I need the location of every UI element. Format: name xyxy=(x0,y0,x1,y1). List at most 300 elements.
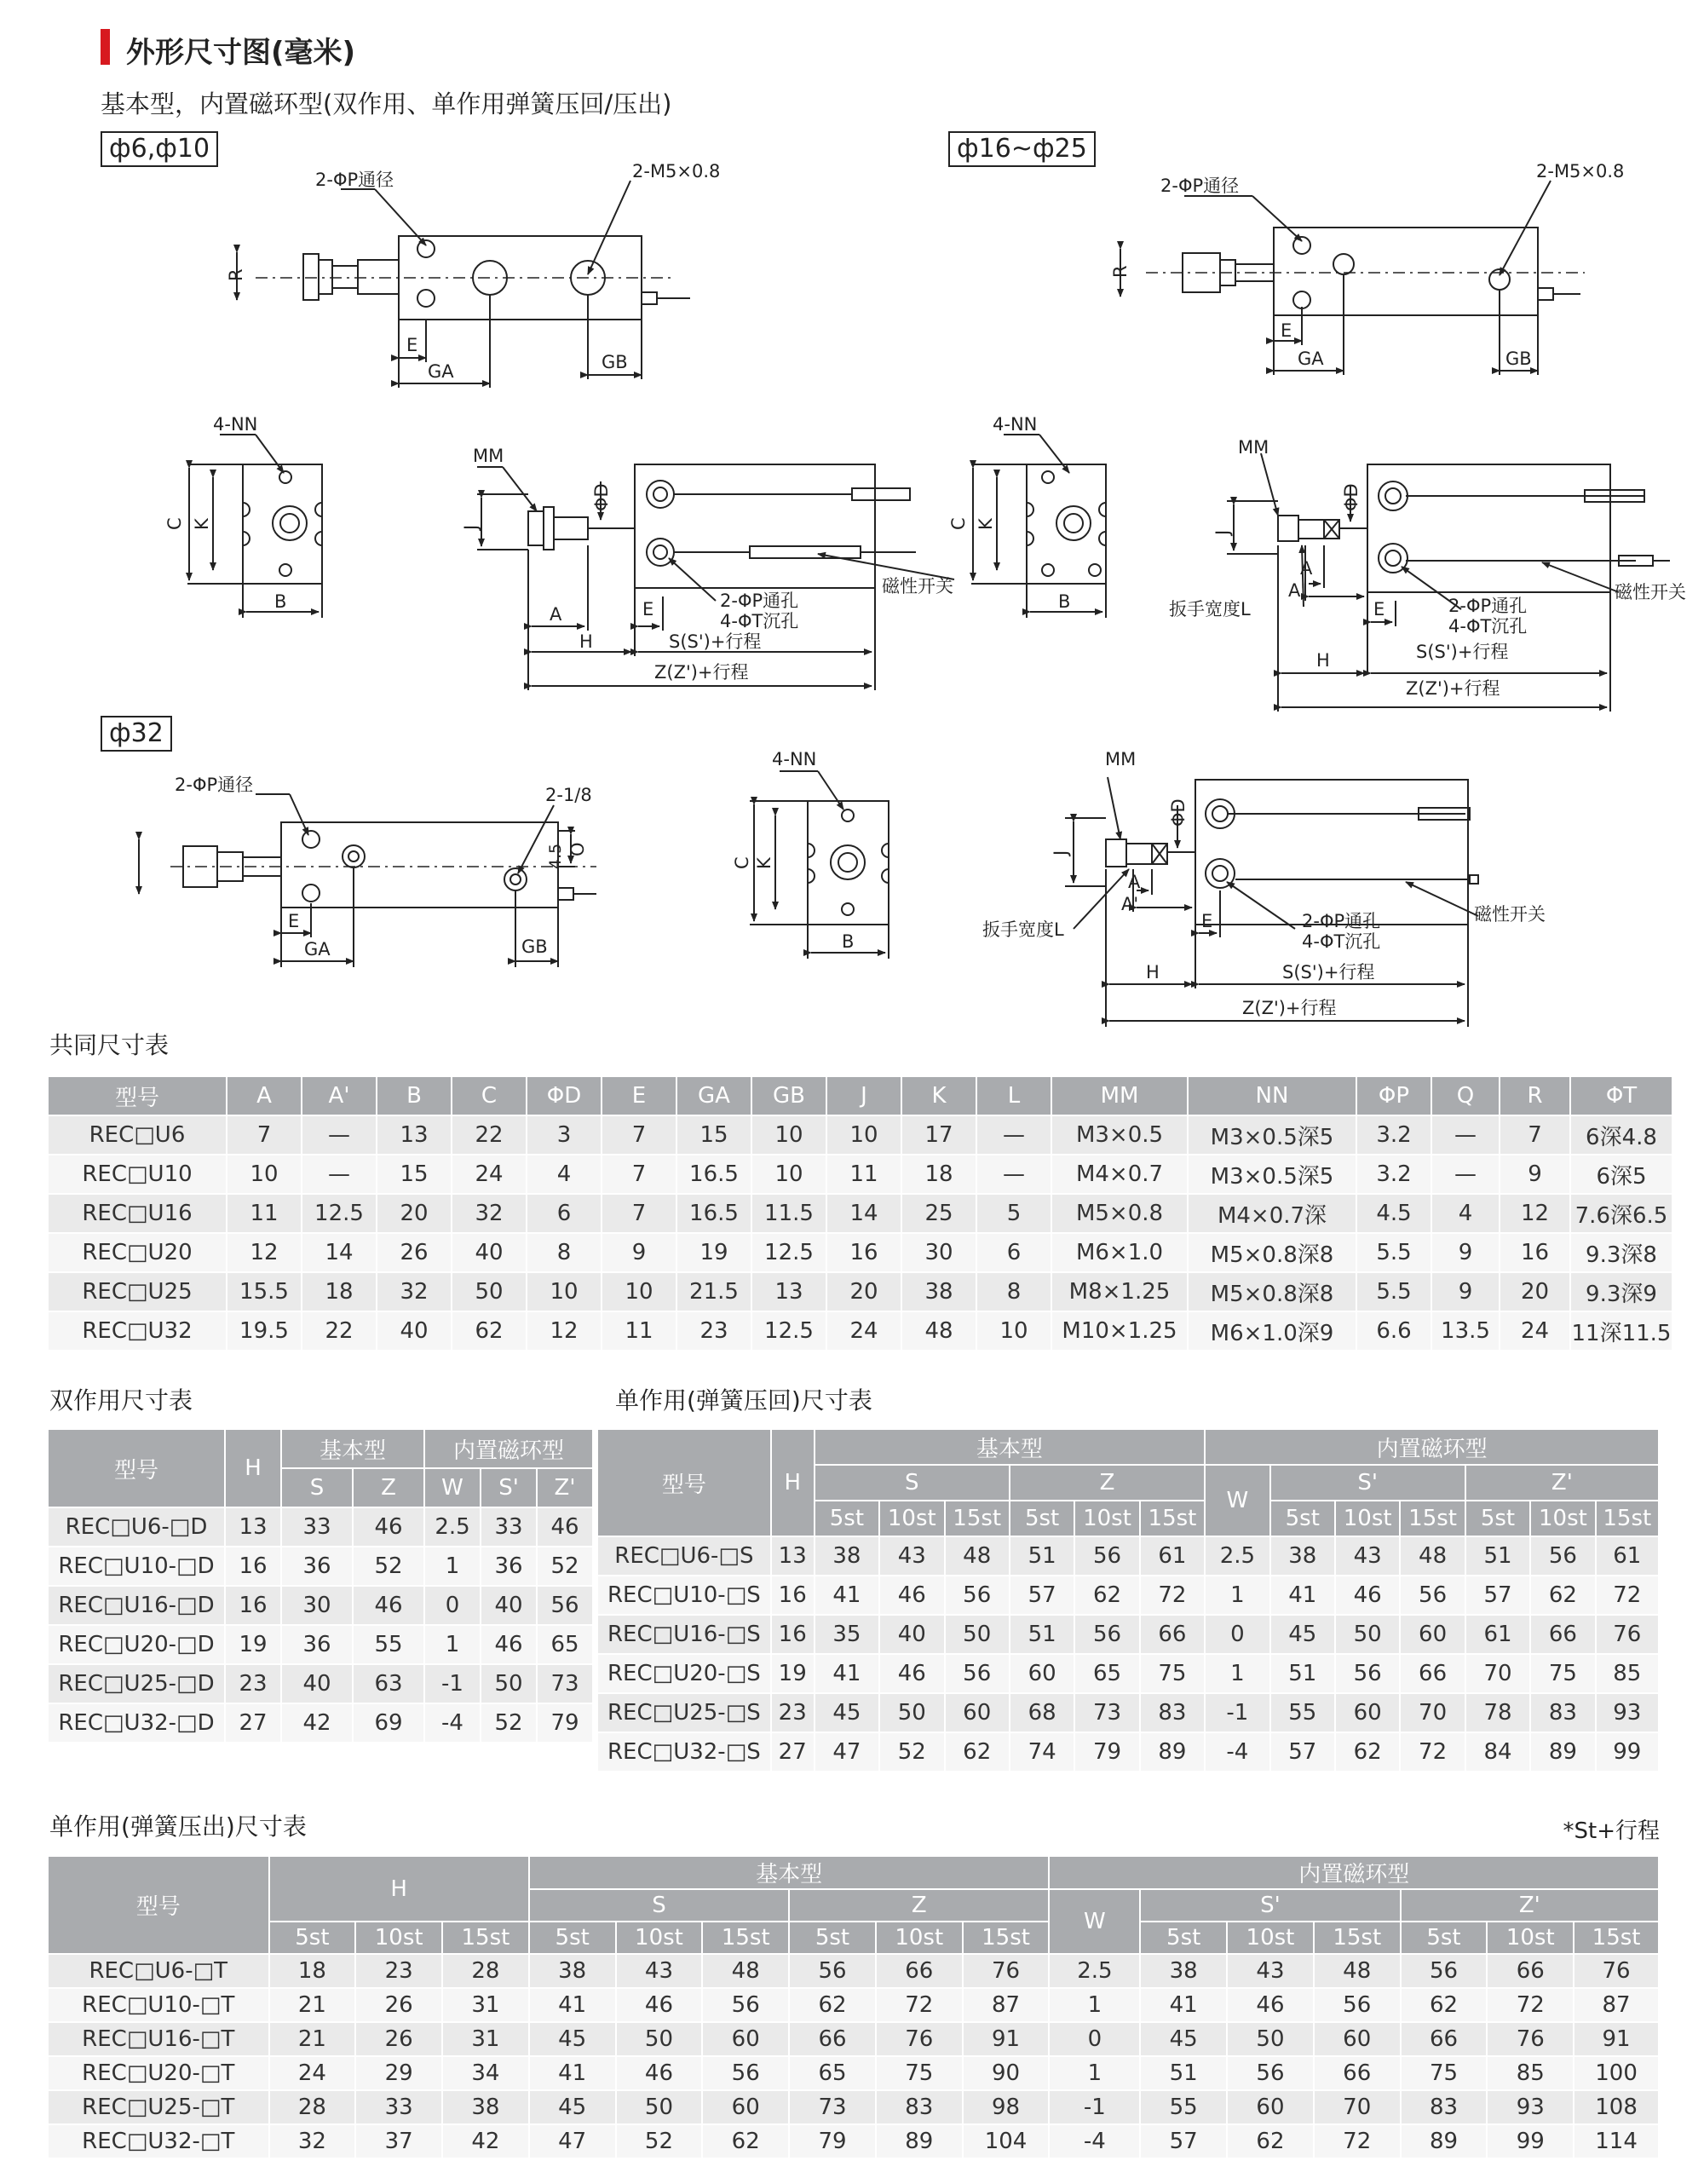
value-cell: 50 xyxy=(1227,2022,1314,2056)
table-row xyxy=(597,1732,1659,1772)
value-cell: 108 xyxy=(1574,2090,1659,2124)
single-return-table-title: 单作用(弹簧压回)尺寸表 xyxy=(615,1386,872,1415)
value-cell: 46 xyxy=(537,1507,593,1547)
label-GB-2: GB xyxy=(1505,349,1532,369)
model-cell: REC□U32-□T xyxy=(48,2124,269,2158)
stroke-header: 10st xyxy=(355,1922,442,1954)
model-cell: REC□U20-□S xyxy=(597,1654,771,1693)
table-row xyxy=(48,2090,1659,2124)
model-cell: REC□U10-□T xyxy=(48,1988,269,2022)
value-cell: 4.5 xyxy=(1356,1194,1431,1233)
label-R-1: R xyxy=(226,268,246,281)
value-cell: 89 xyxy=(1140,1732,1205,1772)
column-header: R xyxy=(1500,1076,1570,1115)
value-cell: 46 xyxy=(353,1586,424,1625)
value-cell: 28 xyxy=(442,1954,529,1988)
value-cell: 41 xyxy=(815,1576,879,1615)
th-S: S xyxy=(815,1465,1010,1501)
common-dimension-table xyxy=(47,1075,1673,1351)
label-E-6: E xyxy=(1201,911,1213,931)
value-cell: 50 xyxy=(1335,1615,1400,1654)
label-MM-3: MM xyxy=(1105,749,1137,769)
value-cell: 60 xyxy=(702,2022,789,2056)
value-cell: 8 xyxy=(527,1233,602,1272)
value-cell: 5.5 xyxy=(1356,1233,1431,1272)
label-wrench-1: 扳手宽度L xyxy=(1169,599,1251,619)
value-cell: 1 xyxy=(1205,1654,1269,1693)
value-cell: M3×0.5 xyxy=(1051,1115,1188,1155)
value-cell: 41 xyxy=(1270,1576,1335,1615)
label-J-2: J xyxy=(1212,529,1233,535)
value-cell: 4 xyxy=(527,1155,602,1194)
value-cell: 32 xyxy=(269,2124,356,2158)
value-cell: 38 xyxy=(529,1954,616,1988)
value-cell: 57 xyxy=(1465,1576,1530,1615)
value-cell: 10 xyxy=(976,1311,1051,1351)
value-cell: 10 xyxy=(826,1115,901,1155)
value-cell: 55 xyxy=(353,1625,424,1664)
drawing-phi16-top xyxy=(1120,181,1585,375)
value-cell: 8 xyxy=(976,1272,1051,1311)
value-cell: 1 xyxy=(424,1547,481,1586)
model-cell: REC□U20-□D xyxy=(48,1625,225,1664)
value-cell: 26 xyxy=(355,1988,442,2022)
value-cell: 33 xyxy=(481,1507,537,1547)
value-cell: 56 xyxy=(945,1576,1010,1615)
value-cell: 7 xyxy=(1500,1115,1570,1155)
single-return-table xyxy=(596,1428,1660,1772)
stroke-header: 5st xyxy=(1465,1501,1530,1536)
value-cell: 13.5 xyxy=(1431,1311,1500,1351)
stroke-header: 15st xyxy=(1314,1922,1401,1954)
value-cell: 13 xyxy=(771,1536,815,1576)
column-header: S' xyxy=(481,1468,537,1507)
value-cell: 30 xyxy=(901,1233,976,1272)
value-cell: 74 xyxy=(1010,1732,1074,1772)
value-cell: 13 xyxy=(751,1272,826,1311)
value-cell: 60 xyxy=(1227,2090,1314,2124)
th-H: H xyxy=(771,1429,815,1536)
value-cell: 47 xyxy=(815,1732,879,1772)
value-cell: 91 xyxy=(963,2022,1050,2056)
value-cell: 31 xyxy=(442,1988,529,2022)
value-cell: 19 xyxy=(771,1654,815,1693)
value-cell: 4 xyxy=(1431,1194,1500,1233)
value-cell: 56 xyxy=(702,2056,789,2090)
label-E-4: E xyxy=(1373,599,1385,619)
stroke-header: 10st xyxy=(1074,1501,1139,1536)
column-header: K xyxy=(901,1076,976,1115)
value-cell: 60 xyxy=(945,1693,1010,1732)
th-magnet: 内置磁环型 xyxy=(1049,1856,1659,1889)
label-nn-3: 4-NN xyxy=(772,749,817,769)
value-cell: 6 xyxy=(527,1194,602,1233)
label-S-stroke-2: S(S')+行程 xyxy=(1416,642,1509,662)
value-cell: 72 xyxy=(1140,1576,1205,1615)
value-cell: -4 xyxy=(1205,1732,1269,1772)
value-cell: 40 xyxy=(481,1586,537,1625)
value-cell: 79 xyxy=(537,1703,593,1743)
value-cell: — xyxy=(1431,1115,1500,1155)
value-cell: 89 xyxy=(1530,1732,1595,1772)
value-cell: 99 xyxy=(1596,1732,1659,1772)
value-cell: 22 xyxy=(452,1115,527,1155)
value-cell: 56 xyxy=(1400,1576,1465,1615)
value-cell: 21 xyxy=(269,1988,356,2022)
value-cell: 41 xyxy=(1140,1988,1227,2022)
value-cell: 21 xyxy=(269,2022,356,2056)
value-cell: M10×1.25 xyxy=(1051,1311,1188,1351)
value-cell: M6×1.0深9 xyxy=(1188,1311,1356,1351)
value-cell: M5×0.8深8 xyxy=(1188,1233,1356,1272)
column-header: ΦT xyxy=(1570,1076,1672,1115)
table-row xyxy=(48,1194,1672,1233)
stroke-header: 15st xyxy=(442,1922,529,1954)
th-Z: Z xyxy=(789,1889,1049,1922)
table-row xyxy=(48,1988,1659,2022)
th-H: H xyxy=(269,1856,529,1922)
label-MM-2: MM xyxy=(1238,437,1269,458)
label-through-hole-2: 2-ΦP通径 xyxy=(1160,176,1240,196)
model-cell: REC□U20 xyxy=(48,1233,227,1272)
value-cell: 47 xyxy=(529,2124,616,2158)
value-cell: 12 xyxy=(527,1311,602,1351)
label-B-3: B xyxy=(842,931,855,952)
value-cell: 62 xyxy=(1335,1732,1400,1772)
label-holes-t-3: 4-ΦT沉孔 xyxy=(1302,931,1381,952)
model-cell: REC□U10-□D xyxy=(48,1547,225,1586)
label-GA-1: GA xyxy=(428,361,454,382)
table-row xyxy=(48,1703,593,1743)
stroke-header: 10st xyxy=(879,1501,944,1536)
label-R-2: R xyxy=(1110,265,1131,278)
value-cell: 62 xyxy=(1227,2124,1314,2158)
value-cell: 83 xyxy=(876,2090,963,2124)
tag-phi6-10: ф6,ф10 xyxy=(101,131,218,167)
label-port-m5-2: 2-M5×0.8 xyxy=(1536,161,1625,182)
value-cell: 57 xyxy=(1140,2124,1227,2158)
value-cell: 9 xyxy=(1431,1272,1500,1311)
value-cell: 56 xyxy=(702,1988,789,2022)
value-cell: 38 xyxy=(1270,1536,1335,1576)
value-cell: 7 xyxy=(602,1155,676,1194)
value-cell: 32 xyxy=(452,1194,527,1233)
column-header: MM xyxy=(1051,1076,1188,1115)
label-E-2: E xyxy=(1281,320,1292,341)
value-cell: 114 xyxy=(1574,2124,1659,2158)
value-cell: 30 xyxy=(281,1586,353,1625)
table-row xyxy=(48,1625,593,1664)
stroke-header: 5st xyxy=(269,1922,356,1954)
value-cell: 75 xyxy=(1530,1654,1595,1693)
value-cell: 23 xyxy=(676,1311,751,1351)
value-cell: 16 xyxy=(225,1586,281,1625)
model-cell: REC□U6-□D xyxy=(48,1507,225,1547)
value-cell: 27 xyxy=(771,1732,815,1772)
value-cell: 9.3深9 xyxy=(1570,1272,1672,1311)
column-header: GB xyxy=(751,1076,826,1115)
column-header: J xyxy=(826,1076,901,1115)
value-cell: 36 xyxy=(281,1625,353,1664)
value-cell: 34 xyxy=(442,2056,529,2090)
value-cell: 66 xyxy=(1487,1954,1574,1988)
tag-phi16-25: ф16~ф25 xyxy=(948,131,1096,167)
value-cell: 72 xyxy=(876,1988,963,2022)
value-cell: M4×0.7 xyxy=(1051,1155,1188,1194)
value-cell: 14 xyxy=(826,1194,901,1233)
column-header: S xyxy=(281,1468,353,1507)
value-cell: 16 xyxy=(771,1576,815,1615)
value-cell: 45 xyxy=(529,2022,616,2056)
label-holes-p-2: 2-ΦP通孔 xyxy=(1448,596,1528,616)
value-cell: 36 xyxy=(281,1547,353,1586)
value-cell: 79 xyxy=(1074,1732,1139,1772)
value-cell: 0 xyxy=(424,1586,481,1625)
value-cell: M4×0.7深 xyxy=(1188,1194,1356,1233)
table-row xyxy=(48,2056,1659,2090)
table-row xyxy=(48,1547,593,1586)
column-header: A' xyxy=(302,1076,377,1115)
value-cell: 3 xyxy=(527,1115,602,1155)
value-cell: 32 xyxy=(377,1272,452,1311)
th-S-prime: S' xyxy=(1140,1889,1400,1922)
label-Z-stroke-2: Z(Z')+行程 xyxy=(1406,678,1500,699)
value-cell: 46 xyxy=(616,1988,703,2022)
value-cell: 9.3深8 xyxy=(1570,1233,1672,1272)
value-cell: 15 xyxy=(377,1155,452,1194)
th-Z-prime: Z' xyxy=(1465,1465,1659,1501)
value-cell: 35 xyxy=(815,1615,879,1654)
label-C-2: C xyxy=(948,517,969,530)
value-cell: 60 xyxy=(702,2090,789,2124)
label-GB-1: GB xyxy=(602,352,628,372)
value-cell: 9 xyxy=(1500,1155,1570,1194)
value-cell: 41 xyxy=(529,1988,616,2022)
value-cell: 84 xyxy=(1465,1732,1530,1772)
label-magnetic-switch-1: 磁性开关 xyxy=(882,576,953,596)
value-cell: 87 xyxy=(963,1988,1050,2022)
value-cell: 40 xyxy=(452,1233,527,1272)
value-cell: 60 xyxy=(1335,1693,1400,1732)
table-row xyxy=(48,1272,1672,1311)
label-H-1: H xyxy=(579,631,593,652)
th-basic: 基本型 xyxy=(281,1429,424,1468)
value-cell: 76 xyxy=(1574,1954,1659,1988)
value-cell: 62 xyxy=(945,1732,1010,1772)
value-cell: — xyxy=(1431,1155,1500,1194)
value-cell: 43 xyxy=(1335,1536,1400,1576)
table-row xyxy=(48,1507,593,1547)
value-cell: 98 xyxy=(963,2090,1050,2124)
value-cell: 9 xyxy=(1431,1233,1500,1272)
column-header: B xyxy=(377,1076,452,1115)
value-cell: 15 xyxy=(676,1115,751,1155)
value-cell: -1 xyxy=(1205,1693,1269,1732)
label-GB-3: GB xyxy=(521,936,548,957)
value-cell: 9 xyxy=(602,1233,676,1272)
value-cell: — xyxy=(976,1155,1051,1194)
value-cell: 69 xyxy=(353,1703,424,1743)
column-header: Q xyxy=(1431,1076,1500,1115)
label-E-3: E xyxy=(642,599,654,619)
table-row xyxy=(48,1954,1659,1988)
value-cell: 41 xyxy=(815,1654,879,1693)
value-cell: 20 xyxy=(826,1272,901,1311)
value-cell: 60 xyxy=(1400,1615,1465,1654)
value-cell: 56 xyxy=(1314,1988,1401,2022)
stroke-header: 5st xyxy=(1401,1922,1488,1954)
table-row xyxy=(597,1693,1659,1732)
value-cell: 11.5 xyxy=(751,1194,826,1233)
value-cell: 51 xyxy=(1010,1615,1074,1654)
value-cell: 70 xyxy=(1314,2090,1401,2124)
value-cell: 65 xyxy=(537,1625,593,1664)
tag-phi32: ф32 xyxy=(101,716,172,752)
label-Z-stroke-1: Z(Z')+行程 xyxy=(654,662,749,683)
model-cell: REC□U20-□T xyxy=(48,2056,269,2090)
label-holes-p-3: 2-ΦP通孔 xyxy=(1302,911,1381,931)
model-cell: REC□U25-□D xyxy=(48,1664,225,1703)
model-cell: REC□U16 xyxy=(48,1194,227,1233)
column-header: C xyxy=(452,1076,527,1115)
label-K-3: K xyxy=(754,857,774,869)
value-cell: 55 xyxy=(1270,1693,1335,1732)
label-C-3: C xyxy=(732,856,752,869)
value-cell: 41 xyxy=(529,2056,616,2090)
value-cell: 72 xyxy=(1314,2124,1401,2158)
value-cell: 48 xyxy=(1314,1954,1401,1988)
label-nn-2: 4-NN xyxy=(993,414,1038,435)
label-K-1: K xyxy=(192,518,212,530)
value-cell: 66 xyxy=(1400,1654,1465,1693)
label-A-prime-2: A' xyxy=(1121,894,1139,914)
value-cell: 12 xyxy=(1500,1194,1570,1233)
value-cell: M6×1.0 xyxy=(1051,1233,1188,1272)
table-row xyxy=(597,1615,1659,1654)
table-row xyxy=(597,1536,1659,1576)
value-cell: 10 xyxy=(751,1115,826,1155)
value-cell: 1 xyxy=(1205,1576,1269,1615)
value-cell: 46 xyxy=(879,1576,944,1615)
value-cell: 1 xyxy=(1049,1988,1140,2022)
value-cell: 11 xyxy=(826,1155,901,1194)
value-cell: 50 xyxy=(616,2022,703,2056)
value-cell: 56 xyxy=(1335,1654,1400,1693)
th-S-prime: S' xyxy=(1270,1465,1465,1501)
value-cell: 16.5 xyxy=(676,1155,751,1194)
value-cell: 66 xyxy=(1314,2056,1401,2090)
stroke-header: 10st xyxy=(876,1922,963,1954)
value-cell: 11 xyxy=(602,1311,676,1351)
value-cell: 56 xyxy=(789,1954,876,1988)
table-row xyxy=(48,1311,1672,1351)
value-cell: 16.5 xyxy=(676,1194,751,1233)
th-W: W xyxy=(1049,1889,1140,1954)
value-cell: 36 xyxy=(481,1547,537,1586)
value-cell: 60 xyxy=(1314,2022,1401,2056)
stroke-note: *St+行程 xyxy=(1563,1818,1660,1844)
single-extend-table xyxy=(47,1855,1660,2159)
value-cell: 3.2 xyxy=(1356,1155,1431,1194)
value-cell: 52 xyxy=(537,1547,593,1586)
value-cell: 56 xyxy=(537,1586,593,1625)
th-magnet: 内置磁环型 xyxy=(424,1429,593,1468)
value-cell: — xyxy=(302,1155,377,1194)
label-PhiD-1: ΦD xyxy=(591,483,612,511)
value-cell: 37 xyxy=(355,2124,442,2158)
value-cell: 18 xyxy=(302,1272,377,1311)
value-cell: 50 xyxy=(945,1615,1010,1654)
label-PhiD-2: ΦD xyxy=(1341,483,1361,511)
value-cell: 90 xyxy=(963,2056,1050,2090)
value-cell: 55 xyxy=(1140,2090,1227,2124)
value-cell: 6.6 xyxy=(1356,1311,1431,1351)
value-cell: 62 xyxy=(789,1988,876,2022)
label-wrench-2: 扳手宽度L xyxy=(982,919,1064,940)
label-through-hole-1: 2-ΦP通径 xyxy=(315,170,394,190)
label-holes-t-2: 4-ΦT沉孔 xyxy=(1448,616,1528,637)
model-cell: REC□U16-□S xyxy=(597,1615,771,1654)
table-row xyxy=(48,1233,1672,1272)
value-cell: 19 xyxy=(225,1625,281,1664)
value-cell: 65 xyxy=(1074,1654,1139,1693)
value-cell: 75 xyxy=(1401,2056,1488,2090)
value-cell: 99 xyxy=(1487,2124,1574,2158)
value-cell: 10 xyxy=(602,1272,676,1311)
value-cell: 46 xyxy=(879,1654,944,1693)
value-cell: 66 xyxy=(1530,1615,1595,1654)
value-cell: 62 xyxy=(702,2124,789,2158)
value-cell: 5 xyxy=(976,1194,1051,1233)
value-cell: 76 xyxy=(1596,1615,1659,1654)
stroke-header: 15st xyxy=(963,1922,1050,1954)
value-cell: 19 xyxy=(676,1233,751,1272)
value-cell: 6深4.8 xyxy=(1570,1115,1672,1155)
label-holes-t-1: 4-ΦT沉孔 xyxy=(720,611,799,631)
value-cell: 40 xyxy=(879,1615,944,1654)
value-cell: 76 xyxy=(876,2022,963,2056)
value-cell: 57 xyxy=(1010,1576,1074,1615)
column-header: Z' xyxy=(537,1468,593,1507)
th-basic: 基本型 xyxy=(529,1856,1050,1889)
value-cell: M8×1.25 xyxy=(1051,1272,1188,1311)
label-S-stroke-3: S(S')+行程 xyxy=(1282,962,1375,983)
value-cell: 14 xyxy=(302,1233,377,1272)
label-A-prime-1: A' xyxy=(1288,580,1306,601)
value-cell: 27 xyxy=(225,1703,281,1743)
value-cell: 50 xyxy=(452,1272,527,1311)
value-cell: 87 xyxy=(1574,1988,1659,2022)
label-nn-1: 4-NN xyxy=(213,414,258,435)
th-Z: Z xyxy=(1010,1465,1205,1501)
label-H-2: H xyxy=(1316,650,1330,671)
value-cell: 18 xyxy=(269,1954,356,1988)
value-cell: 46 xyxy=(1335,1576,1400,1615)
model-cell: REC□U16-□T xyxy=(48,2022,269,2056)
label-MM-1: MM xyxy=(473,446,504,466)
label-port-m5-1: 2-M5×0.8 xyxy=(632,161,721,182)
value-cell: 68 xyxy=(1010,1693,1074,1732)
stroke-header: 15st xyxy=(702,1922,789,1954)
table-row xyxy=(48,1586,593,1625)
value-cell: 43 xyxy=(879,1536,944,1576)
label-E-5: E xyxy=(288,911,300,931)
th-S: S xyxy=(529,1889,789,1922)
value-cell: 24 xyxy=(1500,1311,1570,1351)
label-A-3: A xyxy=(1128,872,1141,892)
column-header: E xyxy=(602,1076,676,1115)
value-cell: 66 xyxy=(1140,1615,1205,1654)
